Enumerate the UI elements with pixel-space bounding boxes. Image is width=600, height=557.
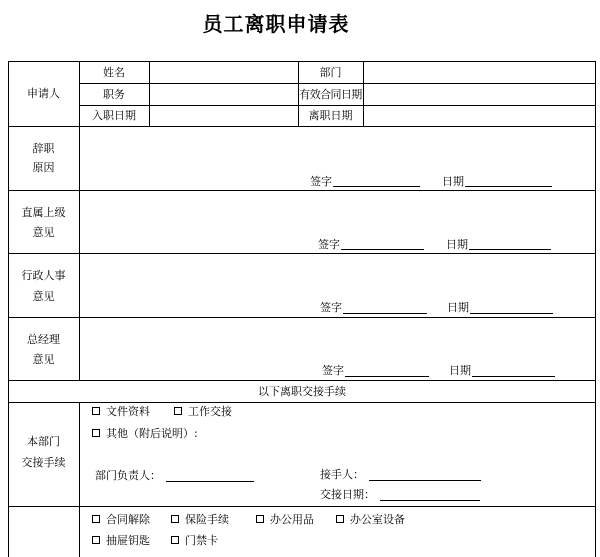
supervisor-opinion-label: 意见 — [32, 226, 55, 239]
receiver-signature-line[interactable] — [369, 480, 481, 481]
date-line[interactable] — [472, 376, 555, 377]
resign-reason-label: 原因 — [32, 161, 55, 174]
table-rule — [8, 402, 596, 403]
supervisor-opinion-label: 直属上级 — [21, 206, 66, 219]
table-border-left — [8, 61, 9, 557]
table-rule — [8, 126, 596, 127]
checkbox-icon — [174, 407, 182, 415]
checkbox-icon — [256, 515, 264, 523]
date-label: 日期 — [447, 301, 469, 314]
checkbox-icon — [92, 515, 100, 523]
table-rule — [8, 253, 596, 254]
date-label: 日期 — [442, 175, 464, 188]
department-field[interactable] — [364, 62, 595, 83]
date-line[interactable] — [465, 186, 552, 187]
date-line[interactable] — [470, 313, 553, 314]
leave-date-label: 离职日期 — [308, 109, 353, 122]
gm-opinion-label: 意见 — [32, 353, 55, 366]
checkbox-label: 文件资料 — [106, 405, 150, 418]
hire-date-label: 入职日期 — [92, 109, 136, 122]
signature-label: 签字 — [320, 301, 342, 314]
dept-handover-label: 本部门 — [27, 435, 60, 448]
position-field[interactable] — [150, 84, 298, 105]
checkbox-drawer-keys[interactable] — [92, 534, 150, 547]
checkbox-icon — [336, 515, 344, 523]
checkbox-access-card[interactable] — [171, 534, 218, 547]
hr-opinion-label: 意见 — [32, 290, 55, 303]
dept-head-signature-line[interactable] — [166, 481, 254, 482]
signature-line[interactable] — [341, 249, 424, 250]
hr-opinion-label: 行政人事 — [21, 269, 66, 282]
signature-label: 签字 — [322, 364, 344, 377]
date-line[interactable] — [469, 249, 551, 250]
checkbox-documents[interactable] — [92, 405, 150, 418]
checkbox-icon — [171, 536, 179, 544]
hire-date-field[interactable] — [150, 106, 298, 126]
checkbox-label: 保险手续 — [185, 513, 229, 526]
signature-line[interactable] — [333, 186, 420, 187]
checkbox-other[interactable] — [92, 427, 198, 440]
leave-date-field[interactable] — [364, 106, 595, 126]
checkbox-icon — [92, 429, 100, 437]
table-rule — [8, 190, 596, 191]
date-label: 日期 — [446, 238, 468, 251]
checkbox-label: 抽屉钥匙 — [106, 534, 150, 547]
checkbox-label: 门禁卡 — [185, 534, 218, 547]
applicant-label: 申请人 — [27, 87, 60, 100]
form-title: 员工离职申请表 — [202, 12, 350, 36]
dept-head-label: 部门负责人： — [95, 469, 161, 482]
signature-label: 签字 — [310, 175, 332, 188]
checkbox-contract-termination[interactable] — [92, 513, 150, 526]
checkbox-work-handover[interactable] — [174, 405, 232, 418]
table-rule — [8, 380, 596, 381]
gm-opinion-label: 总经理 — [27, 333, 60, 346]
name-label: 姓名 — [103, 66, 125, 79]
handover-date-line[interactable] — [380, 500, 480, 501]
resign-reason-label: 辞职 — [32, 142, 55, 155]
handover-header: 以下离职交接手续 — [258, 385, 346, 398]
table-rule — [8, 506, 596, 507]
signature-label: 签字 — [318, 238, 340, 251]
signature-line[interactable] — [345, 376, 429, 377]
table-border-right — [595, 61, 596, 557]
checkbox-icon — [92, 536, 100, 544]
table-rule — [8, 317, 596, 318]
receiver-label: 接手人： — [320, 468, 364, 481]
checkbox-office-equipment[interactable] — [336, 513, 405, 526]
checkbox-office-supplies[interactable] — [256, 513, 314, 526]
contract-date-label: 有效合同日期 — [299, 88, 362, 101]
name-field[interactable] — [150, 62, 298, 83]
checkbox-label: 办公室设备 — [350, 513, 405, 526]
checkbox-icon — [92, 407, 100, 415]
checkbox-label: 工作交接 — [188, 405, 232, 418]
signature-line[interactable] — [343, 313, 427, 314]
checkbox-label: 办公用品 — [270, 513, 314, 526]
handover-date-label: 交接日期： — [320, 488, 375, 501]
department-label: 部门 — [319, 66, 342, 79]
contract-date-field[interactable] — [364, 84, 595, 105]
label-column-divider — [79, 402, 80, 557]
checkbox-label: 其他（附后说明）: — [106, 427, 198, 440]
date-label: 日期 — [449, 364, 471, 377]
checkbox-icon — [171, 515, 179, 523]
checkbox-insurance[interactable] — [171, 513, 229, 526]
position-label: 职务 — [103, 88, 125, 101]
dept-handover-label: 交接手续 — [21, 456, 66, 469]
checkbox-label: 合同解除 — [106, 513, 150, 526]
